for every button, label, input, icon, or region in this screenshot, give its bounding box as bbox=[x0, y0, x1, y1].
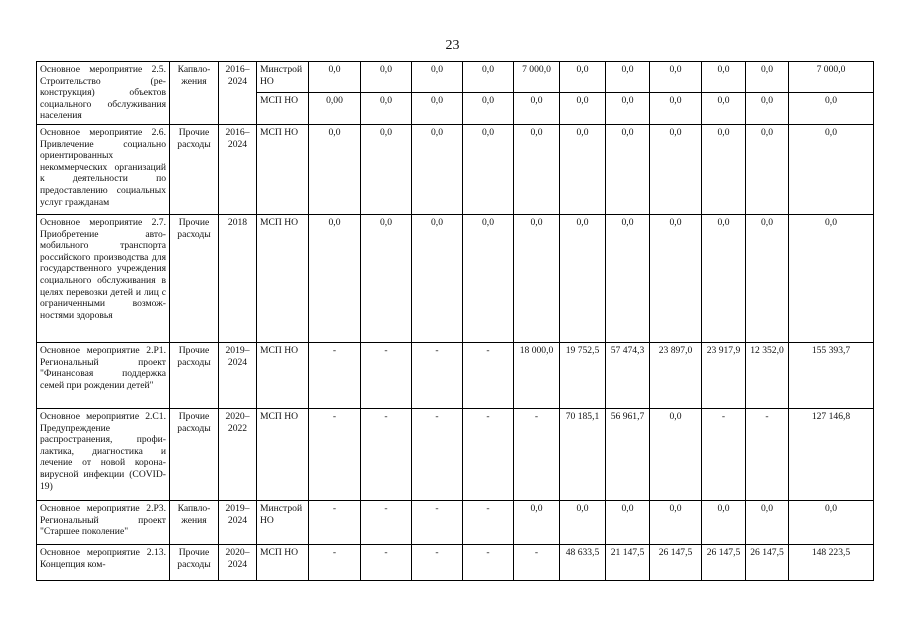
value-cell: 56 961,7 bbox=[606, 408, 650, 500]
value-cell: 0,0 bbox=[361, 214, 412, 342]
value-cell: 0,0 bbox=[702, 500, 746, 544]
value-cell: 57 474,3 bbox=[606, 342, 650, 408]
value-cell: 0,0 bbox=[309, 62, 361, 93]
executor-cell: МСП НО bbox=[257, 214, 309, 342]
value-cell: 0,0 bbox=[702, 62, 746, 93]
value-cell: 0,0 bbox=[789, 124, 874, 214]
value-cell: 0,0 bbox=[650, 124, 702, 214]
value-cell: 0,0 bbox=[361, 124, 412, 214]
value-cell: 0,0 bbox=[789, 214, 874, 342]
expense-type-cell: Прочие расходы bbox=[170, 214, 219, 342]
value-cell: 0,0 bbox=[746, 124, 789, 214]
value-cell: - bbox=[702, 408, 746, 500]
value-cell: 0,0 bbox=[514, 214, 560, 342]
executor-cell: МСП НО bbox=[257, 93, 309, 124]
value-cell: - bbox=[309, 544, 361, 580]
table-row bbox=[37, 62, 874, 93]
value-cell: 0,0 bbox=[560, 500, 606, 544]
value-cell: 0,0 bbox=[650, 93, 702, 124]
value-cell: 0,0 bbox=[361, 93, 412, 124]
value-cell: - bbox=[412, 544, 463, 580]
value-cell: 0,0 bbox=[560, 62, 606, 93]
expense-type-cell: Прочие расходы bbox=[170, 408, 219, 500]
value-cell: - bbox=[361, 342, 412, 408]
budget-table bbox=[36, 61, 874, 581]
expense-type-cell: Прочие расходы bbox=[170, 342, 219, 408]
value-cell: - bbox=[361, 408, 412, 500]
table-row bbox=[37, 342, 874, 408]
value-cell: - bbox=[463, 342, 514, 408]
value-cell: 0,0 bbox=[746, 214, 789, 342]
table-row bbox=[37, 214, 874, 342]
value-cell: 0,0 bbox=[789, 93, 874, 124]
period-cell: 2019–2024 bbox=[219, 500, 257, 544]
value-cell: 127 146,8 bbox=[789, 408, 874, 500]
value-cell: 23 897,0 bbox=[650, 342, 702, 408]
value-cell: 0,0 bbox=[463, 62, 514, 93]
value-cell: 18 000,0 bbox=[514, 342, 560, 408]
value-cell: - bbox=[514, 544, 560, 580]
expense-type-cell: Капвложения bbox=[170, 62, 219, 125]
value-cell: 0,0 bbox=[789, 500, 874, 544]
executor-cell: МСП НО bbox=[257, 124, 309, 214]
value-cell: - bbox=[412, 500, 463, 544]
value-cell: - bbox=[412, 408, 463, 500]
value-cell: 0,0 bbox=[560, 93, 606, 124]
measure-name-cell: Основное мероприятие 2.С1. Предупреждение распространения, профилактика, диагностика и лечение от новой коронавирусной инфекции (COVID-19) bbox=[37, 408, 170, 500]
value-cell: 0,0 bbox=[514, 93, 560, 124]
value-cell: 0,0 bbox=[650, 62, 702, 93]
value-cell: - bbox=[309, 408, 361, 500]
measure-name-cell: Основное мероприятие 2.13. Концепция ком- bbox=[37, 544, 170, 580]
value-cell: 0,0 bbox=[606, 62, 650, 93]
executor-cell: МСП НО bbox=[257, 544, 309, 580]
table-row bbox=[37, 544, 874, 580]
value-cell: 0,0 bbox=[650, 408, 702, 500]
value-cell: 12 352,0 bbox=[746, 342, 789, 408]
value-cell: 7 000,0 bbox=[514, 62, 560, 93]
value-cell: 21 147,5 bbox=[606, 544, 650, 580]
period-cell: 2020–2022 bbox=[219, 408, 257, 500]
value-cell: 0,0 bbox=[746, 93, 789, 124]
value-cell: 70 185,1 bbox=[560, 408, 606, 500]
table-row bbox=[37, 408, 874, 500]
executor-cell: Минстрой НО bbox=[257, 62, 309, 93]
value-cell: 0,0 bbox=[702, 93, 746, 124]
measure-name-cell: Основное мероприятие 2.Р1. Региональный проект "Финансовая поддержка семей при рождении детей" bbox=[37, 342, 170, 408]
executor-cell: МСП НО bbox=[257, 342, 309, 408]
value-cell: - bbox=[412, 342, 463, 408]
value-cell: 0,0 bbox=[650, 500, 702, 544]
period-cell: 2016–2024 bbox=[219, 62, 257, 125]
value-cell: - bbox=[309, 342, 361, 408]
value-cell: 0,0 bbox=[463, 124, 514, 214]
value-cell: 0,0 bbox=[746, 62, 789, 93]
measure-name-cell: Основное мероприятие 2.5. Строительство (реконструкция) объектов социального обслуживания населения bbox=[37, 62, 170, 125]
value-cell: 0,0 bbox=[606, 500, 650, 544]
value-cell: - bbox=[463, 544, 514, 580]
value-cell: 0,0 bbox=[412, 93, 463, 124]
value-cell: 0,0 bbox=[606, 93, 650, 124]
value-cell: 0,0 bbox=[746, 500, 789, 544]
period-cell: 2019–2024 bbox=[219, 342, 257, 408]
value-cell: - bbox=[463, 408, 514, 500]
value-cell: - bbox=[361, 500, 412, 544]
table-body bbox=[37, 62, 874, 581]
expense-type-cell: Капвложения bbox=[170, 500, 219, 544]
table-row bbox=[37, 500, 874, 544]
value-cell: 0,0 bbox=[702, 124, 746, 214]
table-row bbox=[37, 124, 874, 214]
value-cell: 48 633,5 bbox=[560, 544, 606, 580]
value-cell: 0,0 bbox=[463, 93, 514, 124]
value-cell: 0,0 bbox=[309, 124, 361, 214]
value-cell: - bbox=[746, 408, 789, 500]
value-cell: 0,0 bbox=[514, 124, 560, 214]
value-cell: 7 000,0 bbox=[789, 62, 874, 93]
value-cell: 0,0 bbox=[560, 124, 606, 214]
value-cell: 0,0 bbox=[463, 214, 514, 342]
expense-type-cell: Прочие расходы bbox=[170, 544, 219, 580]
value-cell: 0,0 bbox=[412, 62, 463, 93]
value-cell: 0,0 bbox=[606, 124, 650, 214]
value-cell: - bbox=[463, 500, 514, 544]
expense-type-cell: Прочие расходы bbox=[170, 124, 219, 214]
executor-cell: Минстрой НО bbox=[257, 500, 309, 544]
value-cell: 148 223,5 bbox=[789, 544, 874, 580]
period-cell: 2018 bbox=[219, 214, 257, 342]
measure-name-cell: Основное мероприятие 2.6. Привлечение социально ориентированных некоммерческих организаций к деятельности по предоставлению социальных услуг гражданам bbox=[37, 124, 170, 214]
value-cell: 0,0 bbox=[309, 214, 361, 342]
value-cell: 26 147,5 bbox=[650, 544, 702, 580]
value-cell: 0,0 bbox=[412, 214, 463, 342]
value-cell: 26 147,5 bbox=[702, 544, 746, 580]
period-cell: 2020–2024 bbox=[219, 544, 257, 580]
measure-name-cell: Основное мероприятие 2.7. Приобретение автомобильного транспорта российского производства для государственного учреждения социального обслуживания в целях перевозки детей и лиц с ограниченными возможностями здоровья bbox=[37, 214, 170, 342]
page-number: 23 bbox=[445, 38, 460, 53]
value-cell: - bbox=[361, 544, 412, 580]
value-cell: 0,0 bbox=[650, 214, 702, 342]
executor-cell: МСП НО bbox=[257, 408, 309, 500]
value-cell: 0,0 bbox=[412, 124, 463, 214]
value-cell: 0,0 bbox=[361, 62, 412, 93]
value-cell: 0,0 bbox=[560, 214, 606, 342]
value-cell: 0,0 bbox=[606, 214, 650, 342]
value-cell: 19 752,5 bbox=[560, 342, 606, 408]
value-cell: - bbox=[309, 500, 361, 544]
value-cell: 23 917,9 bbox=[702, 342, 746, 408]
value-cell: 0,0 bbox=[702, 214, 746, 342]
value-cell: 0,0 bbox=[514, 500, 560, 544]
period-cell: 2016–2024 bbox=[219, 124, 257, 214]
value-cell: - bbox=[514, 408, 560, 500]
value-cell: 26 147,5 bbox=[746, 544, 789, 580]
measure-name-cell: Основное мероприятие 2.Р3. Региональный проект "Старшее поколение" bbox=[37, 500, 170, 544]
value-cell: 0,00 bbox=[309, 93, 361, 124]
value-cell: 155 393,7 bbox=[789, 342, 874, 408]
